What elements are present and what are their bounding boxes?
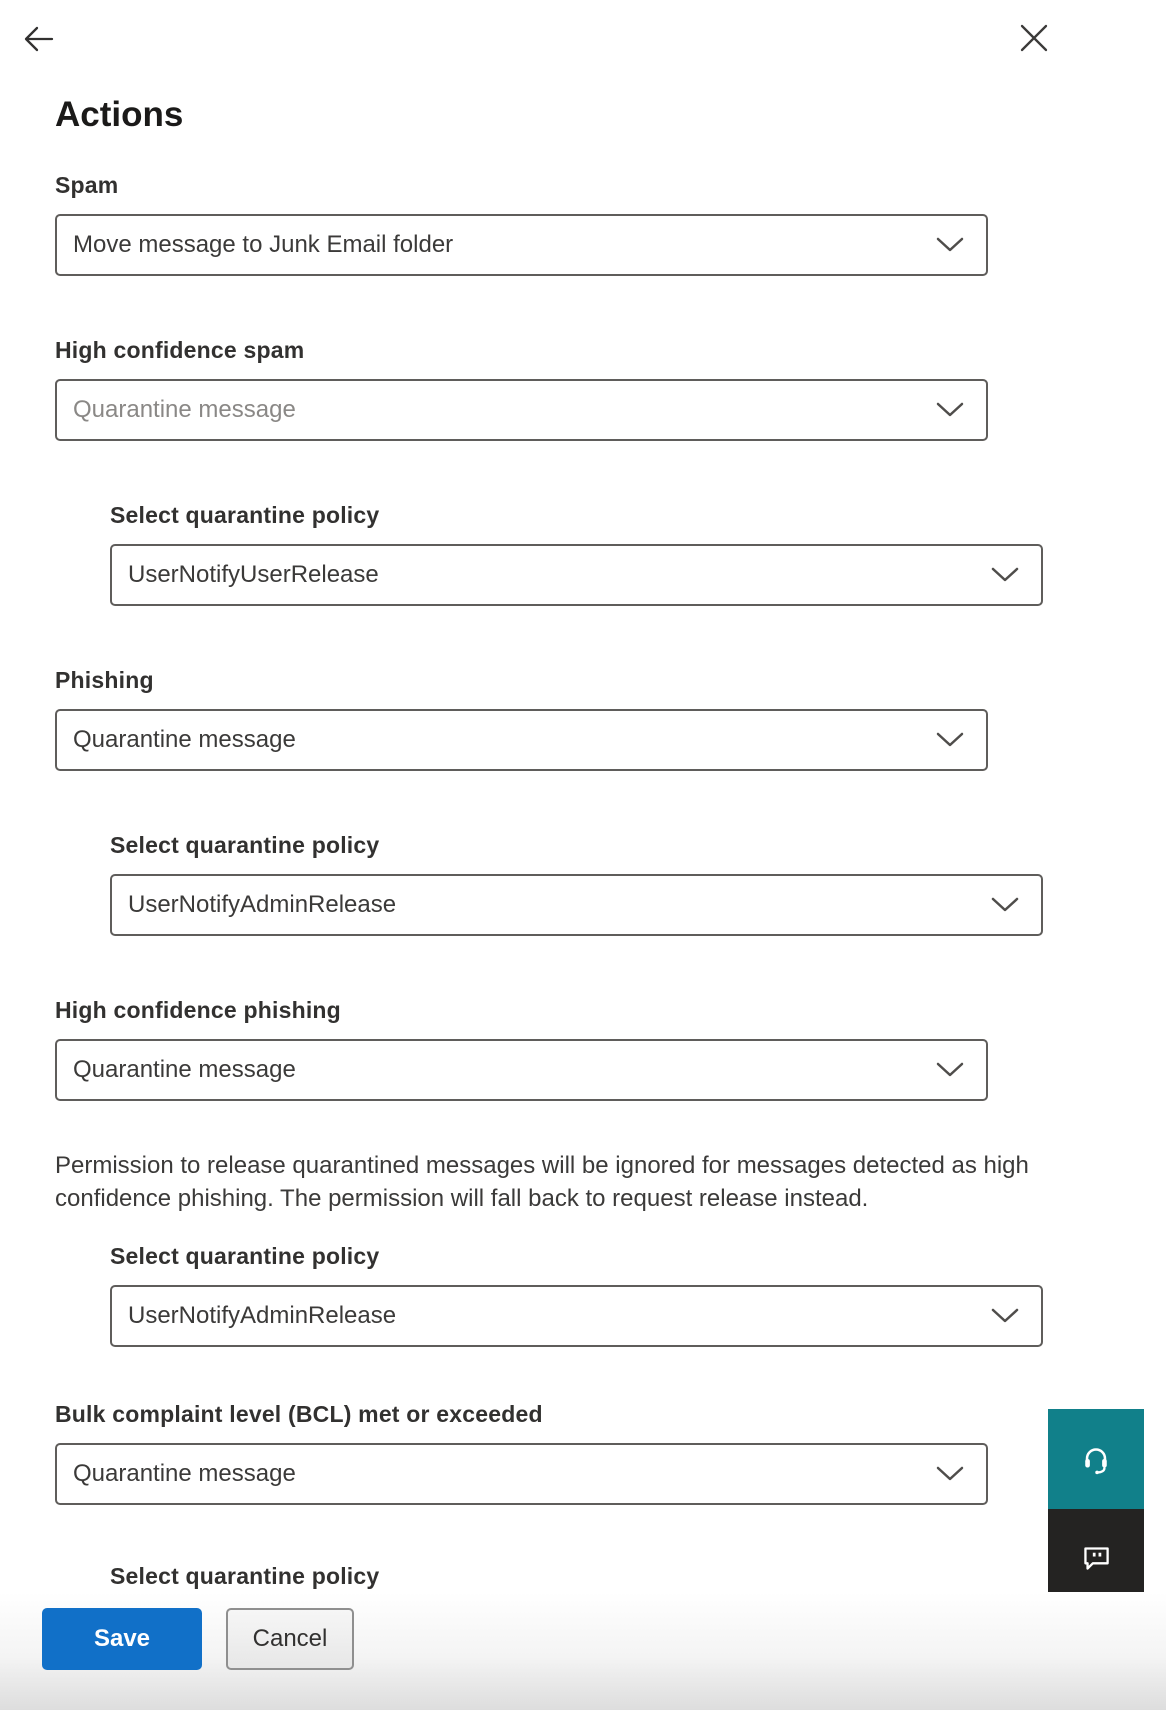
field-high-confidence-spam <box>55 335 1055 441</box>
quarantine-policy-spam-dropdown[interactable] <box>110 544 1043 606</box>
high-confidence-spam-action-dropdown[interactable] <box>55 379 988 441</box>
phishing-action-value: Quarantine message <box>73 726 296 753</box>
chevron-down-icon <box>936 1062 964 1078</box>
high-confidence-phishing-action-value: Quarantine message <box>73 1056 296 1083</box>
quarantine-policy-hcp-dropdown[interactable] <box>110 1285 1043 1347</box>
quarantine-policy-label: Select quarantine policy <box>110 832 380 858</box>
save-button[interactable]: Save <box>42 1608 202 1670</box>
phishing-action-dropdown[interactable] <box>55 709 988 771</box>
cancel-button[interactable]: Cancel <box>226 1608 354 1670</box>
spam-label: Spam <box>55 172 119 198</box>
chevron-down-icon <box>936 732 964 748</box>
bcl-action-value: Quarantine message <box>73 1460 296 1487</box>
chevron-down-icon <box>991 897 1019 913</box>
chevron-down-icon <box>936 237 964 253</box>
feedback-speech-bubble-icon <box>1077 1539 1115 1577</box>
actions-form <box>55 0 1055 1605</box>
quarantine-policy-label-truncated: Select quarantine policy <box>110 1563 380 1589</box>
headset-icon <box>1077 1440 1115 1478</box>
quarantine-policy-hcp-value: UserNotifyAdminRelease <box>128 1302 397 1329</box>
back-arrow-icon <box>20 46 58 61</box>
field-spam <box>55 170 1055 276</box>
field-bulk-complaint-level <box>55 1399 1055 1505</box>
spam-action-value: Move message to Junk Email folder <box>73 231 454 258</box>
spam-action-dropdown[interactable] <box>55 214 988 276</box>
high-confidence-phishing-action-dropdown[interactable] <box>55 1039 988 1101</box>
high-confidence-spam-action-value: Quarantine message <box>73 396 296 423</box>
bcl-label: Bulk complaint level (BCL) met or exceeded <box>55 1401 543 1427</box>
field-quarantine-policy-hcp <box>110 1241 1055 1347</box>
high-confidence-phishing-label: High confidence phishing <box>55 997 341 1023</box>
page-title: Actions <box>55 95 184 134</box>
phishing-label: Phishing <box>55 667 154 693</box>
quarantine-policy-label: Select quarantine policy <box>110 502 380 528</box>
chevron-down-icon <box>991 567 1019 583</box>
field-quarantine-policy-phishing <box>110 830 1055 936</box>
quarantine-policy-label: Select quarantine policy <box>110 1243 380 1269</box>
field-quarantine-policy-spam <box>110 500 1055 606</box>
chevron-down-icon <box>936 402 964 418</box>
support-assist-button[interactable] <box>1048 1409 1144 1509</box>
chevron-down-icon <box>936 1466 964 1482</box>
chevron-down-icon <box>991 1308 1019 1324</box>
field-high-confidence-phishing <box>55 995 1055 1101</box>
back-button[interactable] <box>20 20 58 58</box>
field-phishing <box>55 665 1055 771</box>
high-confidence-phishing-note: Permission to release quarantined messages will be ignored for messages detected as high confidence phishing. The permission will fall back to request release instead. <box>55 1152 1029 1212</box>
quarantine-policy-phishing-dropdown[interactable] <box>110 874 1043 936</box>
quarantine-policy-spam-value: UserNotifyUserRelease <box>128 561 379 588</box>
bcl-action-dropdown[interactable] <box>55 1443 988 1505</box>
field-quarantine-policy-bcl <box>110 1561 1055 1591</box>
quarantine-policy-phishing-value: UserNotifyAdminRelease <box>128 891 397 918</box>
high-confidence-spam-label: High confidence spam <box>55 337 305 363</box>
panel-footer <box>0 1592 1166 1710</box>
